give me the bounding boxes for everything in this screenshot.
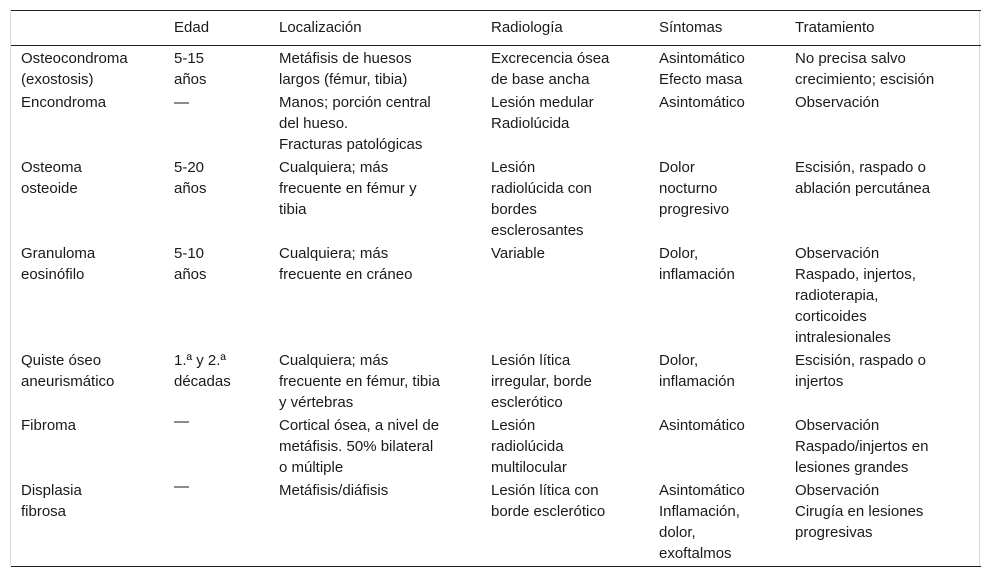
cell-treatment: Observación Raspado, injertos, radioterapia, corticoides intralesionales [795,245,916,346]
cell-symptoms: Asintomático Efecto masa [659,50,745,88]
header-cell-symptoms: Síntomas [659,19,723,36]
table-row [11,480,981,567]
cell-name: Osteocondroma (exostosis) [21,50,128,88]
table-row [11,415,981,480]
cell-age: 1.ª y 2.ª décadas [174,352,231,390]
cell-location: Cualquiera; más frecuente en fémur y tibia [279,159,417,218]
header-cell-location: Localización [279,19,362,36]
cell-age [164,480,269,567]
table-row [11,92,981,157]
cell-age [164,415,269,480]
cell-treatment: Escisión, raspado o ablación percutánea [795,159,931,197]
header-cell-treatment: Tratamiento [795,19,875,36]
cell-treatment: Observación Raspado/injertos en lesiones grandes [795,417,929,476]
cell-symptoms: Dolor nocturno progresivo [659,159,730,218]
cell-radiology: Lesión radiolúcida con bordes esclerosantes [491,159,592,239]
cell-radiology: Lesión lítica con borde esclerótico [491,482,606,520]
cell-name: Osteoma osteoide [21,159,82,197]
header-cell-empty [11,11,164,46]
cell-age: 5-10 años [174,245,207,283]
cell-radiology: Lesión medular Radiolúcida [491,94,594,132]
cell-radiology: Lesión radiolúcida multilocular [491,417,567,476]
cell-location: Manos; porción central del hueso. Fracturas patológicas [279,94,431,153]
cell-treatment: No precisa salvo crecimiento; escisión [795,50,935,88]
cell-name: Encondroma [21,94,107,111]
cell-name: Displasia fibrosa [21,482,82,520]
cell-radiology: Lesión lítica irregular, borde esclerótico [491,352,592,411]
cell-age: 5-20 años [174,159,207,197]
cell-location: Cualquiera; más frecuente en cráneo [279,245,413,283]
table-row [11,46,981,93]
cell-name: Granuloma eosinófilo [21,245,96,283]
cell-name: Fibroma [21,417,77,434]
table-row [11,350,981,415]
header-cell-age: Edad [174,19,210,36]
cell-symptoms: Dolor, inflamación [659,352,735,390]
cell-treatment: Observación [795,94,880,111]
cell-age: — [174,94,189,111]
cell-symptoms: Asintomático [659,94,745,111]
bone-tumor-table [11,10,981,567]
cell-symptoms: Asintomático Inflamación, dolor, exoftalmos [659,482,745,562]
header-cell-radiology: Radiología [491,19,563,36]
table-row [11,243,981,350]
table-row [11,157,981,243]
cell-location: Cualquiera; más frecuente en fémur, tibia y vértebras [279,352,440,411]
header-row [11,11,981,46]
cell-age: 5-15 años [174,50,207,88]
cell-symptoms: Asintomático [659,417,745,434]
cell-treatment: Observación Cirugía en lesiones progresivas [795,482,924,541]
cell-radiology: Variable [491,245,545,262]
cell-location: Metáfisis de huesos largos (fémur, tibia) [279,50,412,88]
table-container [10,10,980,566]
cell-age-dash: — [174,478,189,495]
cell-radiology: Excrecencia ósea de base ancha [491,50,610,88]
cell-symptoms: Dolor, inflamación [659,245,735,283]
cell-location: Cortical ósea, a nivel de metáfisis. 50% bilateral o múltiple [279,417,440,476]
cell-treatment: Escisión, raspado o injertos [795,352,926,390]
cell-age-dash: — [174,413,189,430]
cell-name: Quiste óseo aneurismático [21,352,115,390]
cell-location: Metáfisis/diáfisis [279,482,389,499]
